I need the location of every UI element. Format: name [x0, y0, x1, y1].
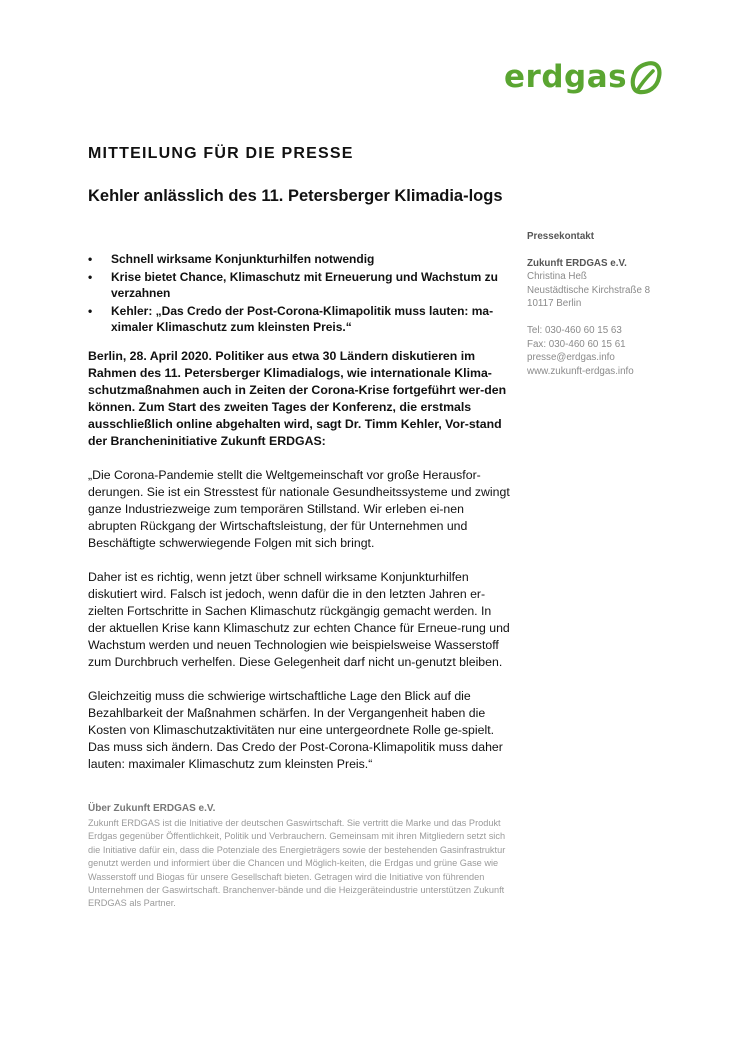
key-point: • Krise bietet Chance, Klimaschutz mit Erneuerung und Wachstum zu verzahnen [88, 269, 508, 301]
contact-name: Christina Heß [527, 271, 587, 283]
contact-website[interactable]: www.zukunft-erdgas.info [527, 365, 634, 377]
about-section [88, 802, 508, 911]
leaf-icon [629, 58, 663, 98]
quote-paragraph-1: „Die Corona-Pandemie stellt die Weltgemeinschaft vor große Herausfor-derungen. Sie ist ein Stresstest für nationale Gesundheitssysteme und zwingt ganze Industriezweige zum temporären Stillstand. Wir erleben ei-nen abrupten Rückgang der Wirtschaftsleistung, der für Unternehmen und Beschäftigte schwerwiegende Folgen mit sich bringt. [88, 468, 510, 550]
key-points-list [88, 251, 508, 337]
erdgas-logo [504, 56, 663, 98]
lead-paragraph: Berlin, 28. April 2020. Politiker aus etwa 30 Ländern diskutieren im Rahmen des 11. Petersberger Klimadialogs, wie internationale Klima-schutzmaßnahmen auch in Zeiten der Corona-Krise fortgeführt wer-den können. Zum Start des zweiten Tages der Konferenz, die erstmals ausschließlich online abgehalten wird, sagt Dr. Timm Kehler, Vor-stand der Brancheninitiative Zukunft ERDGAS: [88, 349, 507, 448]
contact-fax: Fax: 030-460 60 15 61 [527, 338, 626, 350]
about-text: Zukunft ERDGAS ist die Initiative der deutschen Gaswirtschaft. Sie vertritt die Marke und das Produkt Erdgas gegenüber Öffentlichkeit, Politik und Verbrauchern. Gemeinsam mit ihren Mitgliedern setzt sich die Initiative dafür ein, dass die Potenziale des Energieträgers sowie der bestehenden Gasinfrastruktur genutzt werden und informiert über die Chancen und Möglich-keiten, die Erdgas und grüne Gase wie Wasserstoff und Biogas für unsere Gesellschaft bieten. Getragen wird die Initiative von führenden Unternehmen der Gaswirtschaft. Branchenver-bände und die Heizgeräteindustrie unterstützen Zukunft ERDGAS als Partner. [88, 818, 506, 909]
contact-street: Neustädtische Kirchstraße 8 [527, 284, 651, 296]
press-contact-heading: Pressekontakt [527, 231, 594, 242]
quote-paragraph-3: Gleichzeitig muss die schwierige wirtschaftliche Lage den Blick auf die Bezahlbarkeit der Maßnahmen schärfen. In der Vergangenheit haben die Kosten von Klimaschutzaktivitäten nur eine untergeordnete Rolle ge-spielt. Das muss sich ändern. Das Credo der Post-Corona-Klimapolitik muss daher lauten: maximaler Klimaschutz zum kleinsten Preis.“ [88, 689, 503, 771]
key-point: • Schnell wirksame Konjunkturhilfen notwendig [88, 251, 508, 267]
contact-phone: Tel: 030-460 60 15 63 [527, 324, 622, 336]
about-title: Über Zukunft ERDGAS e.V. [88, 803, 216, 814]
document-kicker: MITTEILUNG FÜR DIE PRESSE [88, 145, 354, 162]
document-title: Kehler anlässlich des 11. Petersberger Klimadia-logs [88, 187, 503, 205]
press-release-body [88, 348, 510, 790]
contact-city: 10117 Berlin [527, 298, 582, 310]
contact-email[interactable]: presse@erdgas.info [527, 352, 615, 364]
key-point: • Kehler: „Das Credo der Post-Corona-Klimapolitik muss lauten: ma-ximaler Klimaschutz zum kleinsten Preis.“ [88, 303, 508, 335]
logo-wordmark: erdgas [504, 59, 628, 95]
quote-paragraph-2: Daher ist es richtig, wenn jetzt über schnell wirksame Konjunkturhilfen diskutiert wird. Falsch ist jedoch, wenn dafür die in den letzten Jahren er-zielten Fortschritte in Sachen Klimaschutz rückgängig gemacht werden. In der aktuellen Krise kann Klimaschutz zur echten Chance für Erneue-rung und Wachstum werden und neuen Technologien wie beispielsweise Wasserstoff zum Durchbruch verhelfen. Diese Gelegenheit darf nicht un-genutzt bleiben. [88, 570, 510, 669]
contact-organization: Zukunft ERDGAS e.V. [527, 257, 627, 269]
press-contact [527, 230, 717, 378]
